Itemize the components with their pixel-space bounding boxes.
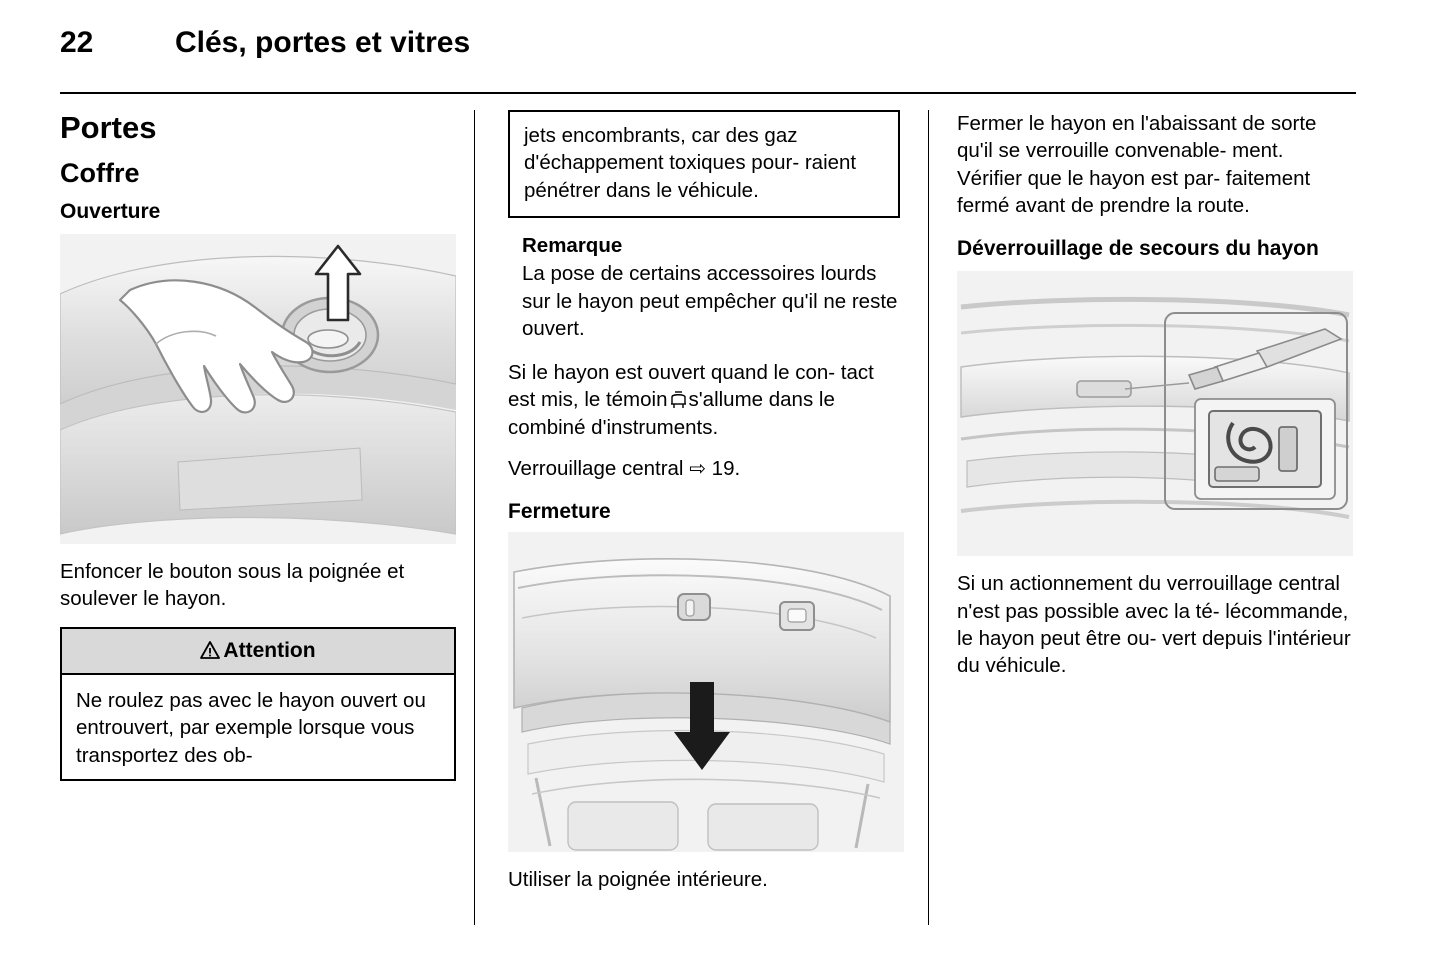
closing-tailgate-illustration — [508, 532, 904, 852]
subsection-title-coffre: Coffre — [60, 157, 140, 188]
cross-reference-central-locking — [508, 455, 904, 483]
header-divider — [60, 92, 1356, 94]
paragraph-close-instruction: Utiliser la poignée intérieure. — [508, 868, 768, 892]
warning-box — [60, 627, 456, 781]
note-title: Remarque — [522, 234, 623, 258]
paragraph-tell-tale-part2: s'allume dans le combiné d'instruments. — [508, 388, 835, 439]
cross-reference-arrow-icon: ⇨ — [689, 458, 706, 481]
figure-emergency-unlock — [957, 271, 1353, 556]
figure-closing-tailgate — [508, 532, 904, 852]
column-divider-1 — [474, 110, 475, 925]
cross-reference-label: Verrouillage central — [508, 457, 684, 481]
warning-header-label: Attention — [223, 638, 316, 662]
section-title-portes: Portes — [60, 110, 157, 145]
subsubsection-title-emergency-unlock: Déverrouillage de secours du hayon — [957, 236, 1319, 260]
page-header — [60, 26, 1356, 88]
subsubsection-title-fermeture: Fermeture — [508, 500, 611, 524]
column-2 — [508, 110, 904, 894]
emergency-tailgate-unlock-illustration — [957, 271, 1353, 556]
column-3 — [957, 110, 1353, 694]
subsubsection-title-ouverture: Ouverture — [60, 199, 161, 223]
warning-header — [62, 629, 454, 675]
cross-reference-page: 19. — [711, 457, 741, 481]
page-number: 22 — [60, 26, 94, 59]
trunk-release-button-illustration — [60, 234, 456, 544]
column-1 — [60, 110, 456, 781]
warning-text: Ne roulez pas avec le hayon ouvert ou entrouvert, par exemple lorsque vous transportez des ob- — [76, 688, 426, 767]
paragraph-close-properly: Fermer le hayon en l'abaissant de sorte qu'il se verrouille convenable- ment. Vérifier que le hayon est par- faitement fermé avant de prendre la route. — [957, 112, 1317, 218]
paragraph-tell-tale-part1: Si le hayon est ouvert quand le con- tact est mis, le témoin — [508, 360, 874, 412]
paragraph-tell-tale — [508, 359, 904, 441]
chapter-title: Clés, portes et vitres — [175, 26, 471, 59]
open-tailgate-tell-tale-icon — [670, 389, 687, 408]
paragraph-emergency-unlock: Si un actionnement du verrouillage central n'est pas possible avec la té- lécommande, le hayon peut être ou- vert depuis l'intérieur du véhicule. — [957, 572, 1351, 678]
figure-trunk-release — [60, 234, 456, 544]
note-text: La pose de certains accessoires lourds sur le hayon peut empêcher qu'il ne reste ouvert. — [522, 262, 898, 341]
warning-triangle-icon — [200, 641, 220, 665]
warning-text-continuation: jets encombrants, car des gaz d'échappement toxiques pour- raient pénétrer dans le véhicule. — [508, 110, 900, 218]
column-divider-2 — [928, 110, 929, 925]
paragraph-open-instruction: Enfoncer le bouton sous la poignée et soulever le hayon. — [60, 559, 405, 611]
